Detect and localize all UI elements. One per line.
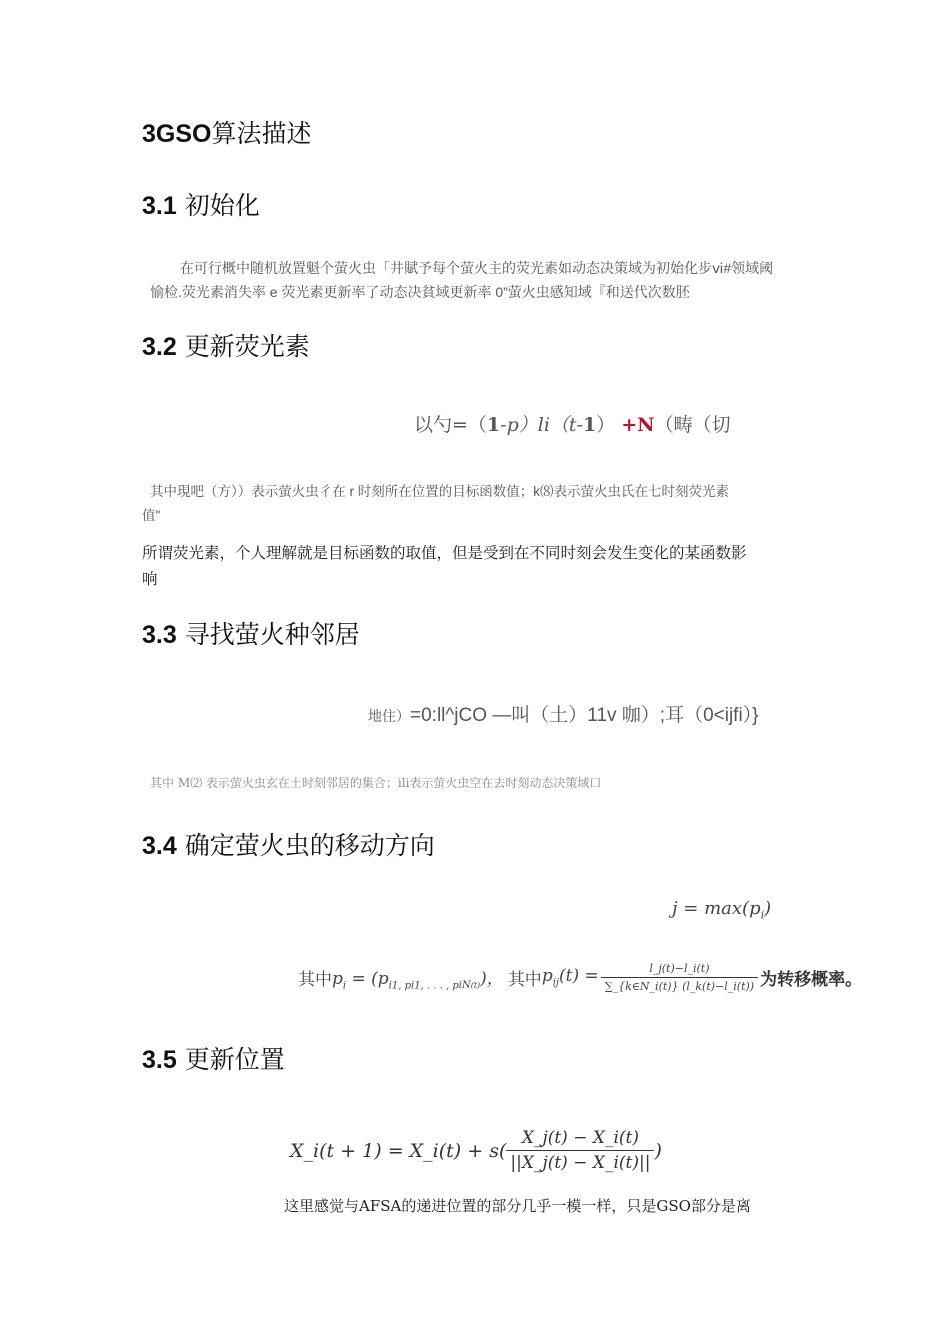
section-title: 寻找萤火种邻居 (184, 620, 360, 649)
section-title: 初始化 (184, 191, 260, 220)
update-note-line-2: 值" (142, 508, 161, 523)
understanding-paragraph (142, 540, 747, 592)
update-note-line-1: 其中現吧（方））表示萤火虫彳在 r 时刻所在位置的目标函数值；k⑻表示萤火虫氏在七时刻荧光素 (150, 484, 729, 499)
closing-paragraph: 这里感觉与AFSA的递进位置的部分几乎一模一样，只是GSO部分是离 (284, 1197, 751, 1215)
section-title: 更新位置 (184, 1045, 285, 1074)
section-heading-3-5 (142, 1040, 285, 1076)
section-number: 3.2 (142, 333, 177, 361)
direction-formula: $j = \max(p_i)$ (672, 898, 772, 922)
probability-fraction: $\frac{l\_j(t)-l\_i(t)}{\sum\_\{k\in N\_i(t)\} (l\_k(t)-l\_i(t))}$ (601, 962, 758, 993)
section-number: 3.1 (142, 192, 177, 220)
init-line-1: 在可行概中随机放置魁个萤火虫「井賦予每个萤火主的荧光素如动态决策域为初始化步ⅵ#领域阈 (180, 260, 774, 276)
section-heading-3-3 (142, 615, 360, 651)
section-number: 3.4 (142, 832, 177, 860)
position-fraction: $\frac{X\_j(t) - X\_i(t)}{||X\_j(t) - X\_i(t)||}$ (506, 1128, 654, 1173)
init-line-2: 愉检.荧光素消失率 e 荧光素更新率了动态决貧域更新率 0”萤火虫感知域『和送代次数胚 (150, 284, 690, 300)
understanding-line-2: 响 (142, 570, 158, 588)
fluorescein-update-formula: 以勺=（1-p）li（t-1） +N（畴（切 (414, 414, 731, 436)
init-paragraph (150, 256, 773, 304)
section-title: 更新荧光素 (184, 332, 310, 361)
page-title (142, 114, 312, 150)
section-heading-3-4 (142, 826, 435, 862)
understanding-line-1: 所谓荧光素，个人理解就是目标函数的取值，但是受到在不同时刻会发生变化的某函数影 (142, 544, 747, 562)
title-text: 算法描述 (211, 119, 312, 148)
update-note (142, 480, 729, 528)
probability-formula: 其中 $p_i = (p_{i1, pi1, . . . , piN(t)})$， 其中 $p_{ij}(t)$ = $\frac{l\_j(t)-l\_i(t)}{\sum\_\{k\in N\_i(t)\} (l\_k(t)-l\_i(t))}$ 为转移概率。 (298, 962, 863, 993)
section-heading-3-1 (142, 186, 260, 222)
section-number: 3.5 (142, 1046, 177, 1074)
plus-n: +N (621, 414, 655, 436)
position-update-formula: X_i(t + 1) = X_i(t) + s( $\frac{X\_j(t) - X\_i(t)}{||X\_j(t) - X\_i(t)||}$ ) (290, 1128, 662, 1173)
section-title: 确定萤火虫的移动方向 (184, 831, 435, 860)
title-number: 3GSO (142, 120, 212, 148)
neighbor-note: 其中 M⑵ 表示萤火虫玄在土时刻邻居的集合；ili表示萤火虫空在去时刻动态决策域口 (150, 776, 602, 790)
neighbor-formula: 地住）=0:ll^jCO —叫（土）11v 咖）;耳（0<ijfi）} (368, 705, 759, 726)
section-heading-3-2 (142, 327, 310, 363)
section-number: 3.3 (142, 621, 177, 649)
